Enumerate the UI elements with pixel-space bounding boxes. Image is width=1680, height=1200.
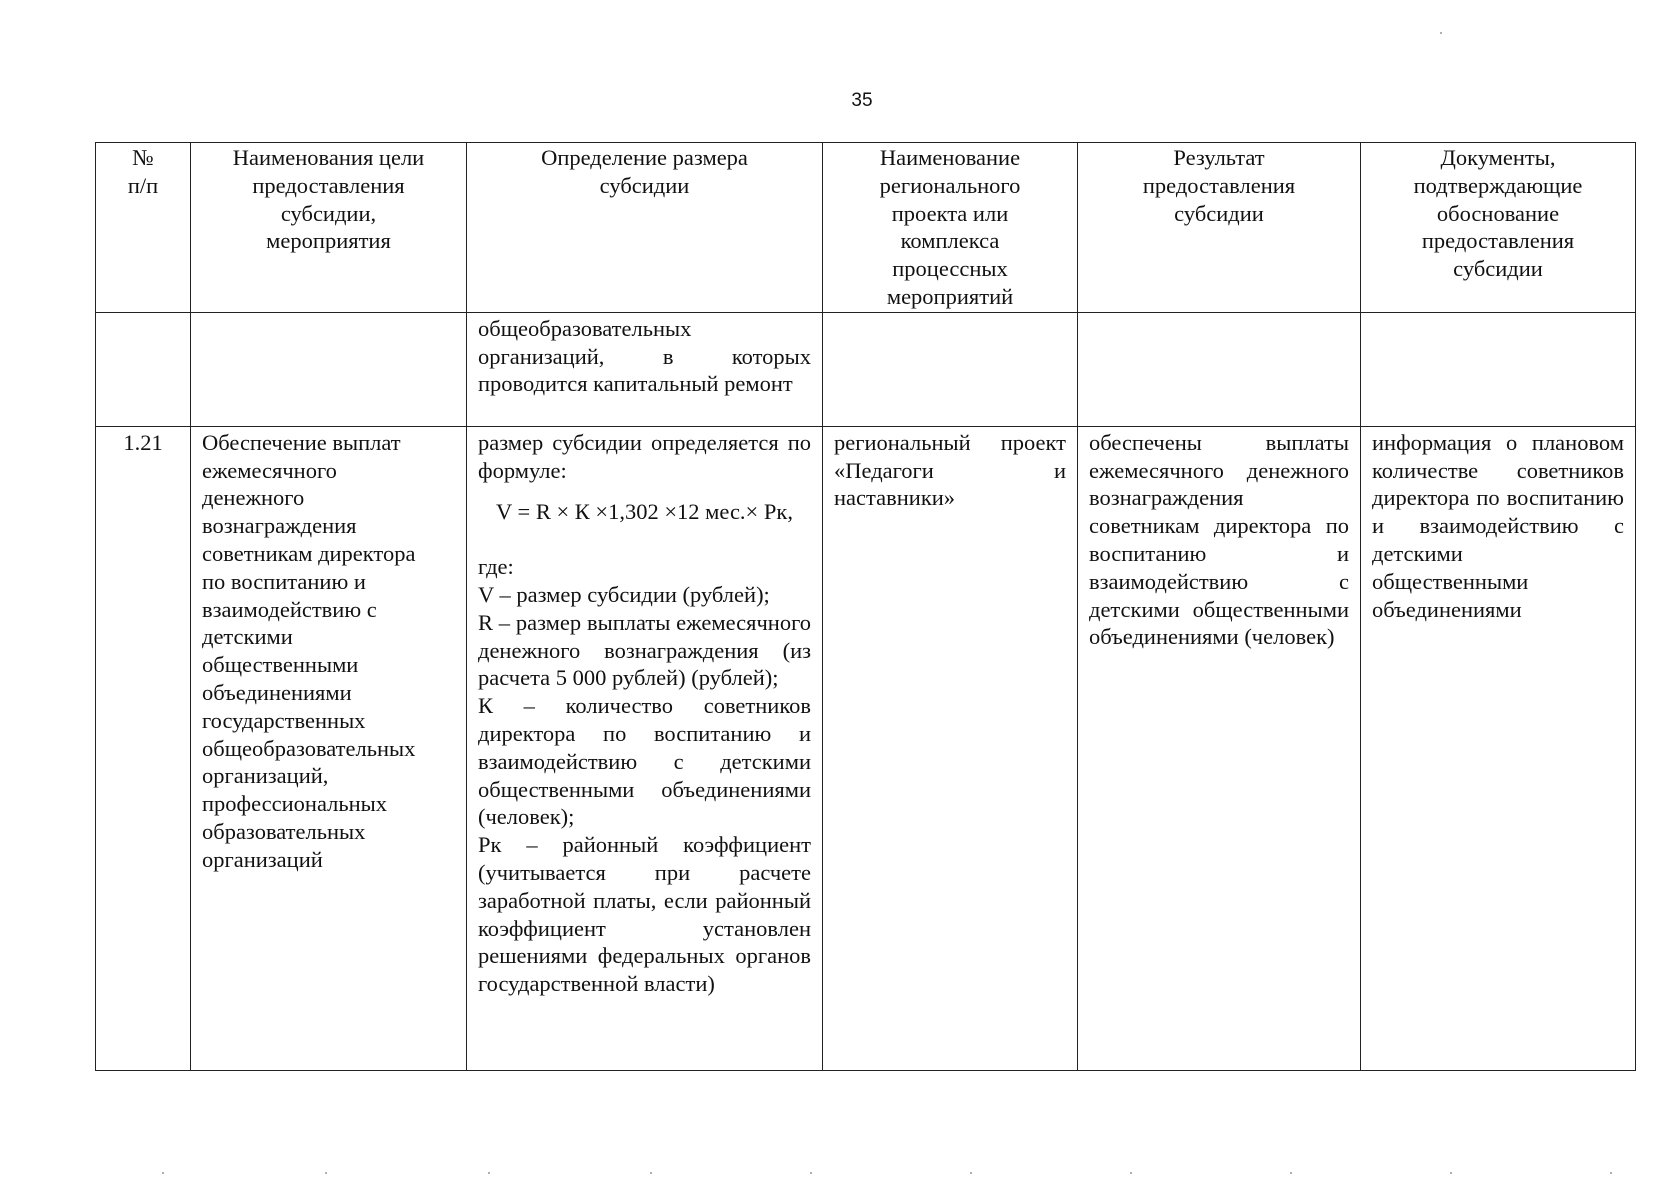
scan-speck <box>1450 1172 1452 1174</box>
cell-number <box>96 312 191 426</box>
cell-documents <box>1361 312 1636 426</box>
cell-project: региональный проект «Педагоги и наставники» <box>823 426 1078 1070</box>
header-number: № п/п <box>96 143 191 313</box>
where-label: где: <box>478 554 514 580</box>
cell-size <box>467 426 823 1070</box>
scan-speck <box>325 1172 327 1174</box>
cell-size <box>467 312 823 426</box>
header-documents: Документы, подтверждающие обоснование предоставления субсидии <box>1361 143 1636 313</box>
scan-speck <box>1290 1172 1292 1174</box>
cell-goal <box>191 312 467 426</box>
definition-k: К – количество советников директора по воспитанию и взаимодействию с детскими общественными объединениями (человек); <box>478 693 811 830</box>
scan-speck <box>162 1172 164 1174</box>
scan-speck <box>970 1172 972 1174</box>
subsidy-formula: V = R × К ×1,302 ×12 мес.× Рк, <box>496 499 793 525</box>
cell-result: обеспечены выплаты ежемесячного денежного вознаграждения советникам директора по воспитанию и взаимодействию с детскими общественными объединениями (человек) <box>1078 426 1361 1070</box>
definition-rk: Рк – районный коэффициент (учитывается при расчете заработной платы, если районный коэффициент установлен решениями федеральных органов государственной власти) <box>478 832 811 997</box>
cell-project <box>823 312 1078 426</box>
cell-number: 1.21 <box>96 426 191 1070</box>
header-result: Результат предоставления субсидии <box>1078 143 1361 313</box>
page-number: 35 <box>851 90 873 111</box>
cell-goal: Обеспечение выплат ежемесячного денежного вознаграждения советникам директора по воспитанию и взаимодействию с детскими общественными объединениями государственных общеобразовательных организаций, профессиональных образовательных организаций <box>191 426 467 1070</box>
definition-v: V – размер субсидии (рублей); <box>478 581 770 607</box>
header-goal: Наименования цели предоставления субсидии, мероприятия <box>191 143 467 313</box>
definition-r: R – размер выплаты ежемесячного денежного вознаграждения (из расчета 5 000 рублей) (рублей); <box>478 609 811 691</box>
subsidy-table <box>95 142 1636 1071</box>
table-header-row <box>96 143 1636 313</box>
size-intro: размер субсидии определяется по формуле: <box>478 429 811 483</box>
continuation-text: общеобразовательных организаций, в которых проводится капитальный ремонт <box>478 315 811 397</box>
scan-speck <box>488 1172 490 1174</box>
cell-result <box>1078 312 1361 426</box>
scan-speck <box>1610 1172 1612 1174</box>
scan-speck <box>1440 32 1442 34</box>
scan-speck <box>1130 1172 1132 1174</box>
scan-speck <box>650 1172 652 1174</box>
table-row <box>96 426 1636 1070</box>
header-project: Наименование регионального проекта или комплекса процессных мероприятий <box>823 143 1078 313</box>
cell-documents: информация о плановом количестве советников директора по воспитанию и взаимодействию с детскими общественными объединениями <box>1361 426 1636 1070</box>
scan-speck <box>810 1172 812 1174</box>
table-row <box>96 312 1636 426</box>
header-size: Определение размера субсидии <box>467 143 823 313</box>
